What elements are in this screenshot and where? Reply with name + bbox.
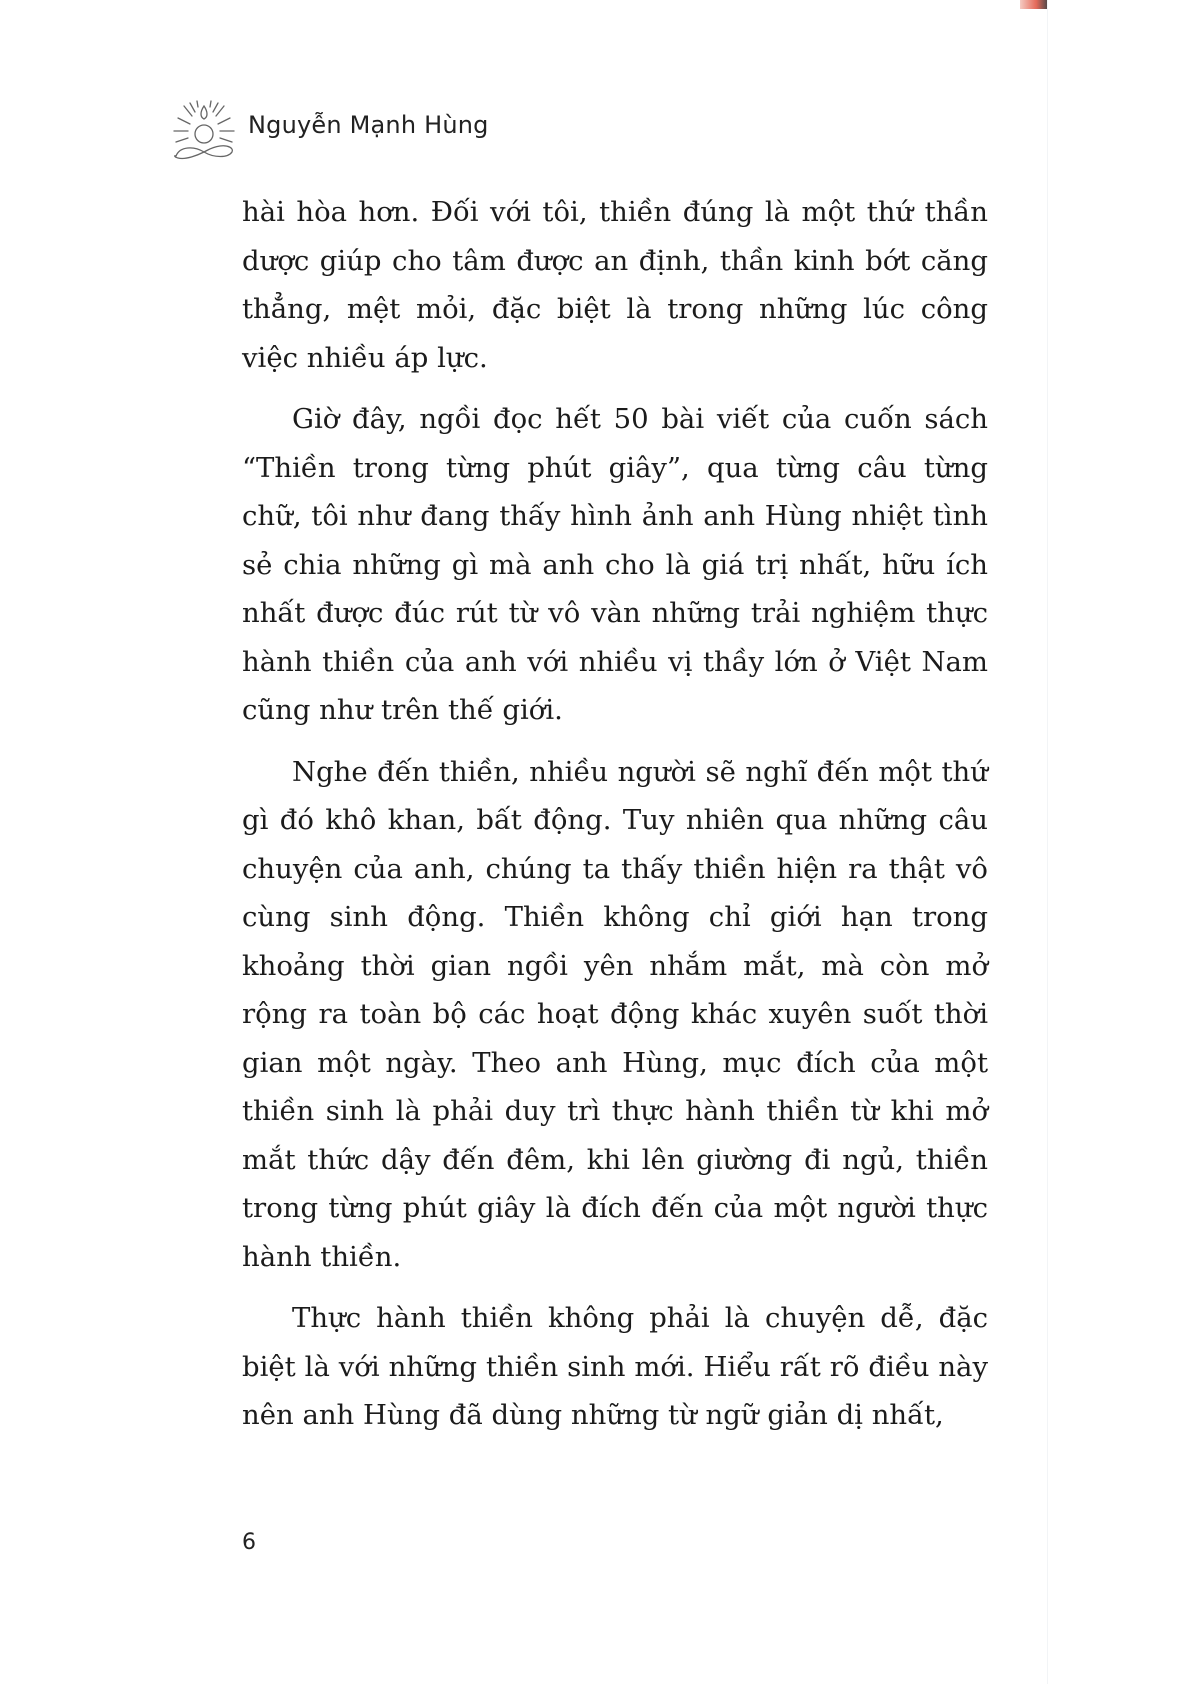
body-text <box>242 188 988 1453</box>
meditation-lotus-icon <box>170 98 238 164</box>
page-edge-line <box>1047 0 1048 1684</box>
paragraph-4: Thực hành thiền không phải là chuyện dễ, đặc biệt là với những thiền sinh mới. Hiểu rất rõ điều này nên anh Hùng đã dùng những từ ngữ giản dị nhất, <box>242 1302 988 1431</box>
paragraph-2: Giờ đây, ngồi đọc hết 50 bài viết của cuốn sách “Thiền trong từng phút giây”, qua từng câu từng chữ, tôi như đang thấy hình ảnh anh Hùng nhiệt tình sẻ chia những gì mà anh cho là giá trị nhất, hữu ích nhất được đúc rút từ vô vàn những trải nghiệm thực hành thiền của anh với nhiều vị thầy lớn ở Việt Nam cũng như trên thế giới. <box>242 403 988 726</box>
page-edge-mark <box>1020 0 1047 9</box>
running-head <box>170 98 489 164</box>
paragraph-1: hài hòa hơn. Đối với tôi, thiền đúng là một thứ thần dược giúp cho tâm được an định, thần kinh bớt căng thẳng, mệt mỏi, đặc biệt là trong những lúc công việc nhiều áp lực. <box>242 196 988 374</box>
paragraph-3: Nghe đến thiền, nhiều người sẽ nghĩ đến một thứ gì đó khô khan, bất động. Tuy nhiên qua những câu chuyện của anh, chúng ta thấy thiền hiện ra thật vô cùng sinh động. Thiền không chỉ giới hạn trong khoảng thời gian ngồi yên nhắm mắt, mà còn mở rộng ra toàn bộ các hoạt động khác xuyên suốt thời gian một ngày. Theo anh Hùng, mục đích của một thiền sinh là phải duy trì thực hành thiền từ khi mở mắt thức dậy đến đêm, khi lên giường đi ngủ, thiền trong từng phút giây là đích đến của một người thực hành thiền. <box>242 755 988 1273</box>
running-head-author: Nguyễn Mạnh Hùng <box>248 111 489 139</box>
page-number: 6 <box>242 1530 256 1555</box>
